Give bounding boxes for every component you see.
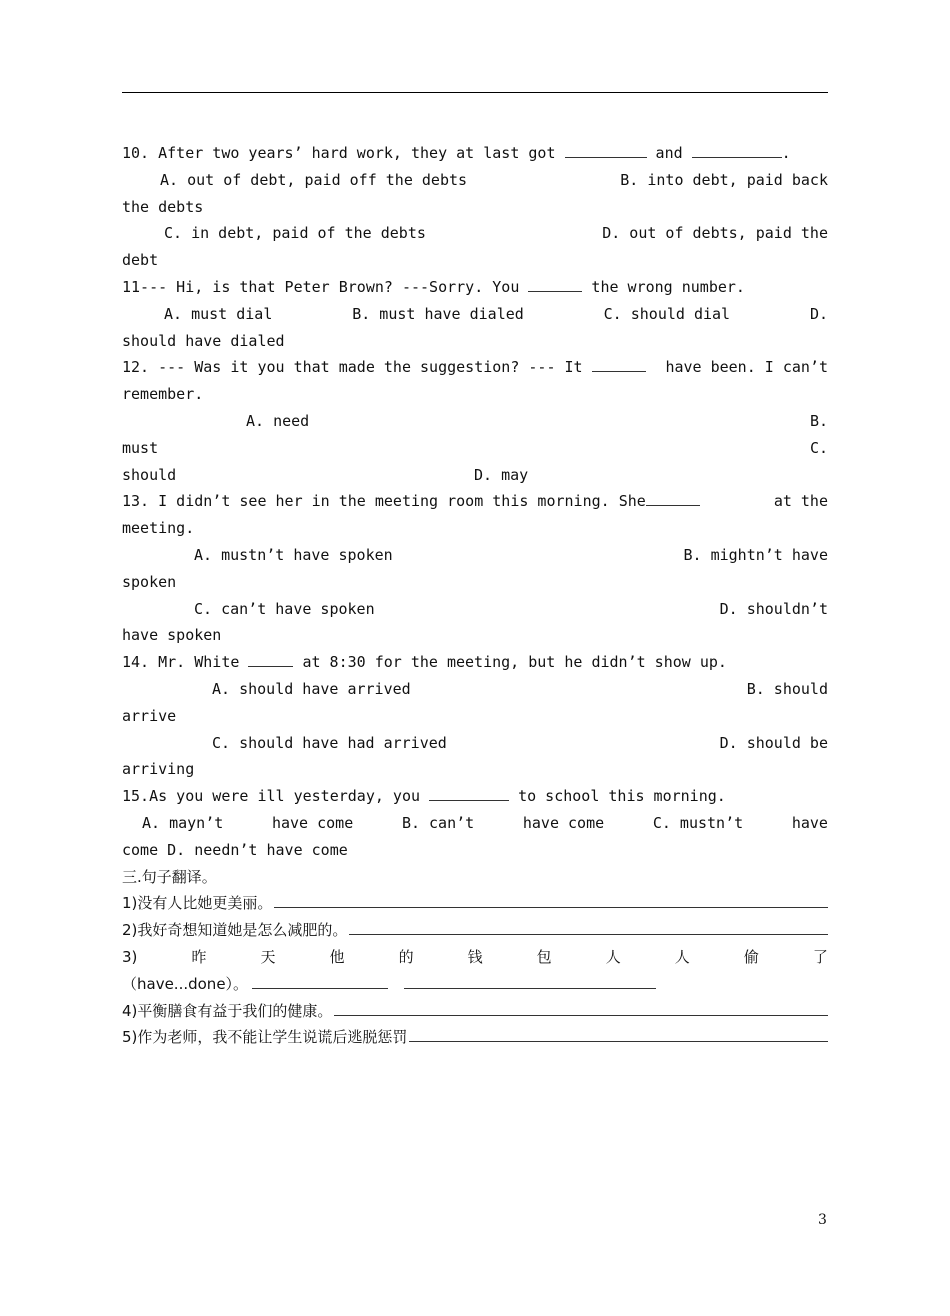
q15-option-b[interactable]: B. can’t [401,813,475,832]
answer-line[interactable] [274,890,828,908]
q12-option-c[interactable]: C. [809,438,828,457]
q14-option-b-cont: arrive [122,706,177,725]
answer-line[interactable] [404,972,656,989]
q14-option-d[interactable]: D. should be [719,733,828,752]
q11-options-row [122,301,828,328]
q12-option-a[interactable]: A. need [246,411,310,430]
answer-blank[interactable] [528,275,582,292]
q10-option-a[interactable]: A. out of debt, paid off the debts [160,170,468,189]
q11-stem: 11--- Hi, is that Peter Brown? ---Sorry. You the wrong number. [122,274,828,301]
answer-blank[interactable] [646,489,700,506]
answer-blank[interactable] [429,784,509,801]
q14-option-b[interactable]: B. should [746,679,828,698]
q11-option-d[interactable]: D. [809,304,828,323]
header-rule [122,92,828,93]
q14-options-row2 [122,730,828,757]
translation-heading: 三.句子翻译。 [122,867,217,886]
q11-option-d-cont: should have dialed [122,331,285,350]
q12-option-d[interactable]: D. may [474,465,529,484]
q13-option-d[interactable]: D. shouldn’t [719,599,828,618]
answer-line[interactable] [349,917,828,935]
q12-stem-cont: remember. [122,385,204,404]
q12-option-b[interactable]: B. [809,411,828,430]
q13-option-d-cont: have spoken [122,626,222,645]
q14-stem: 14. Mr. White at 8:30 for the meeting, but he didn’t show up. [122,649,828,676]
q13-options-row2 [122,596,828,623]
q11-option-b[interactable]: B. must have dialed [352,304,524,323]
q13-stem: 13. I didn’t see her in the meeting room this morning. She at the [122,488,828,515]
q15-option-c-cont: have [791,813,828,832]
q10-option-b-cont: the debts [122,197,204,216]
q10-option-d-cont: debt [122,251,159,270]
answer-blank[interactable] [592,355,646,372]
q15-option-b-cont: have come [522,813,605,832]
translation-item-1: 1)没有人比她更美丽。 [122,890,828,917]
q12-option-b-cont: must [122,438,159,457]
q15-option-c[interactable]: C. mustn’t [652,813,744,832]
q14-option-d-cont: arriving [122,760,195,779]
q10-options-row2 [122,220,828,247]
q13-option-b-cont: spoken [122,572,177,591]
answer-blank[interactable] [248,650,293,667]
translation-item-5: 5)作为老师，我不能让学生说谎后逃脱惩罚 [122,1024,828,1051]
q10-option-d[interactable]: D. out of debts, paid the [602,224,828,243]
translation-item-3: 3) 昨 天 他 的 钱 包 人 人 偷 了 [122,947,828,966]
answer-blank[interactable] [692,141,782,158]
page-number: 3 [818,1212,827,1228]
q13-option-a[interactable]: A. mustn’t have spoken [194,545,393,564]
q15-stem: 15.As you were ill yesterday, you to school this morning. [122,783,828,810]
q12-option-c-cont: should [122,465,177,484]
q11-option-a[interactable]: A. must dial [164,304,273,323]
q12-stem: 12. --- Was it you that made the suggestion? --- It have been. I can’t [122,354,828,381]
q13-option-b[interactable]: B. mightn’t have [683,545,828,564]
worksheet-page [122,140,828,1051]
translation-item-2: 2)我好奇想知道她是怎么减肥的。 [122,917,828,944]
q15-option-a[interactable]: A. mayn’t [142,813,224,832]
q11-option-c[interactable]: C. should dial [603,304,731,323]
answer-line[interactable] [409,1024,828,1042]
q15-option-a-cont: have come [271,813,354,832]
q14-option-c[interactable]: C. should have had arrived [212,733,447,752]
answer-blank[interactable] [565,141,647,158]
q10-option-c[interactable]: C. in debt, paid of the debts [164,224,426,243]
q14-options-row1 [122,676,828,703]
q10-stem: 10. After two years’ hard work, they at last got and . [122,140,828,167]
answer-line[interactable] [334,998,828,1016]
q13-option-c[interactable]: C. can’t have spoken [194,599,375,618]
q15-option-d[interactable]: come D. needn’t have come [122,840,348,859]
q10-option-b[interactable]: B. into debt, paid back [620,170,828,189]
answer-line[interactable] [252,972,388,989]
q15-options-row [122,810,828,837]
q10-options-row1 [122,167,828,194]
translation-item-4: 4)平衡膳食有益于我们的健康。 [122,998,828,1025]
q12-options-row1 [122,408,828,435]
q12-options-row2 [122,435,828,462]
q13-options-row1 [122,542,828,569]
q14-option-a[interactable]: A. should have arrived [212,679,411,698]
q13-stem-cont: meeting. [122,519,195,538]
translation-item-3-cont: （have...done）。 [122,971,828,998]
q12-options-row3 [122,462,828,489]
